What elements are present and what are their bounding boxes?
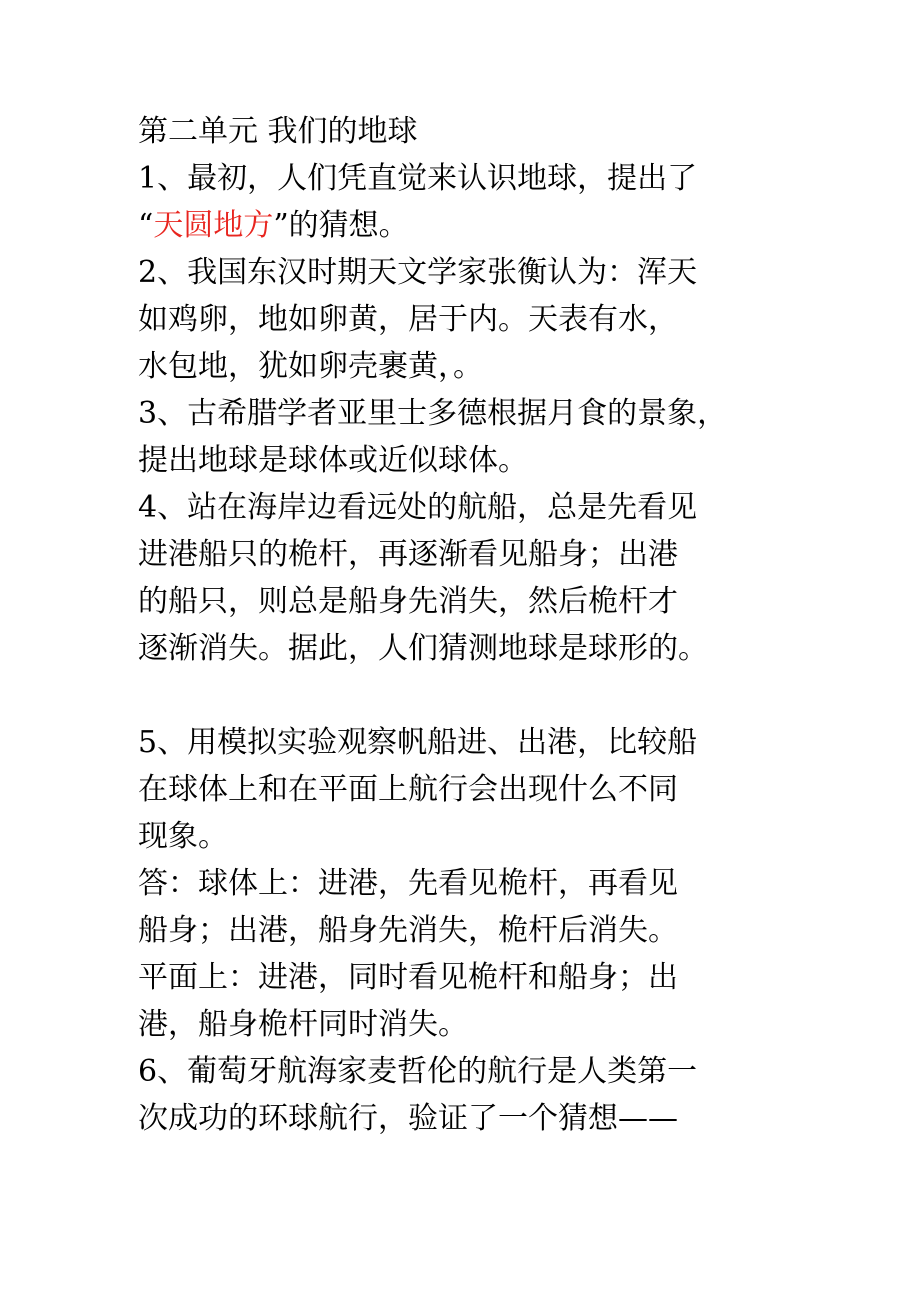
item-4-line-4: 逐渐消失。据此，人们猜测地球是球形的。 [138,631,708,666]
document-body [138,108,788,1142]
open-quote: “ [138,208,154,243]
item-4-line-2: 进港船只的桅杆，再逐渐看见船身；出港 [138,537,678,572]
item-2-line-1: 2、我国东汉时期天文学家张衡认为：浑天 [138,255,698,290]
item-1-line-2 [138,202,788,249]
item-5-line-3: 现象。 [138,819,228,854]
item-5-line-1: 5、用模拟实验观察帆船进、出港，比较船 [138,725,698,760]
item-5-answer-4: 港，船身桅杆同时消失。 [138,1007,468,1042]
item-3-line-1: 3、古希腊学者亚里士多德根据月食的景象， [138,396,728,431]
item-2-line-3: 水包地，犹如卵壳裹黄，。 [138,349,483,384]
item-6-line-2: 次成功的环球航行，验证了一个猜想—— [138,1101,678,1136]
highlight-phrase: 天圆地方 [153,208,274,243]
item-1-line-1: 1、最初，人们凭直觉来认识地球，提出了 [138,161,698,196]
item-3-line-2: 提出地球是球体或近似球体。 [138,443,528,478]
item-4-line-3: 的船只，则总是船身先消失，然后桅杆才 [138,584,678,619]
item-1-line-2-rest: ”的猜想。 [273,208,409,243]
item-5-answer-2: 船身；出港，船身先消失，桅杆后消失。 [138,913,678,948]
blank-line [138,672,788,719]
item-5-answer-1: 答：球体上：进港，先看见桅杆，再看见 [138,866,678,901]
item-4-line-1: 4、站在海岸边看远处的航船，总是先看见 [138,490,698,525]
item-2-line-2: 如鸡卵，地如卵黄，居于内。天表有水， [138,302,678,337]
item-6-line-1: 6、葡萄牙航海家麦哲伦的航行是人类第一 [138,1054,698,1089]
item-5-line-2: 在球体上和在平面上航行会出现什么不同 [138,772,678,807]
section-title: 第二单元 我们的地球 [138,114,418,149]
item-5-answer-3: 平面上：进港，同时看见桅杆和船身；出 [138,960,678,995]
